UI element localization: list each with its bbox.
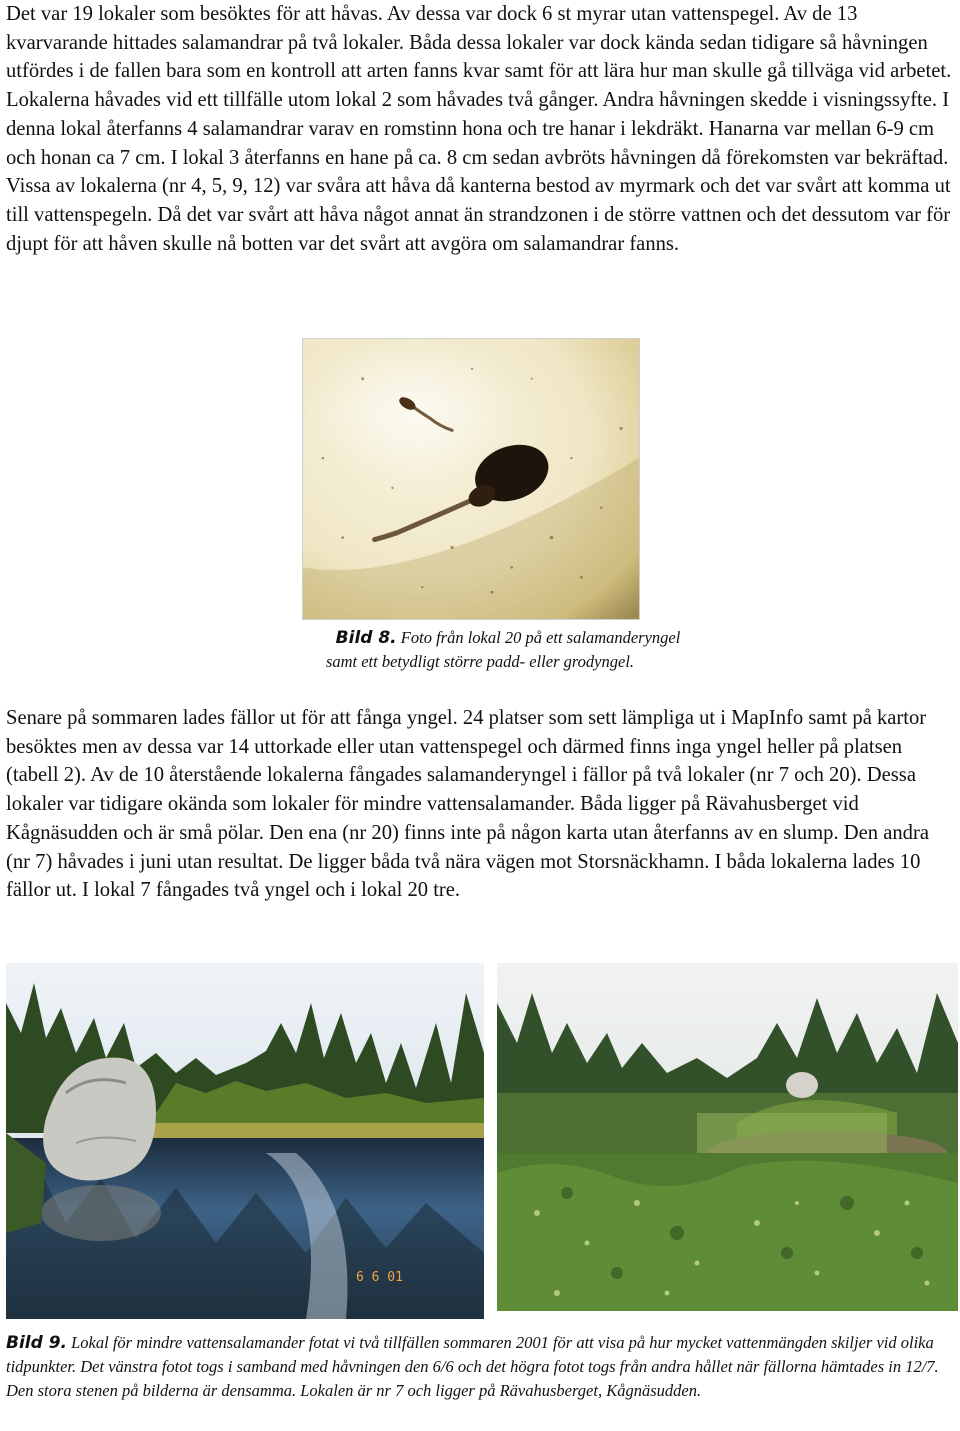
figure-9-text: Lokal för mindre vattensalamander fotat vi två tillfällen sommaren 2001 för att visa på hur mycket vattenmängden skiljer vid olika tidpunkter. Det vänstra fotot togs i samband med håvningen den 6/6 och det högra fotot togs från andra hållet när fällorna hämtades in 12/7. Den stora stenen på bilderna är densamma. Lokalen är nr 7 och ligger på Rävahusberget, Kågnäsudden. bbox=[6, 1333, 939, 1401]
figure-8-caption bbox=[0, 626, 960, 674]
pond-photo-june bbox=[6, 963, 484, 1319]
figure-8-label: Bild 8. bbox=[335, 628, 397, 648]
body-paragraph-2: Senare på sommaren lades fällor ut för att fånga yngel. 24 platser som sett lämpliga ut i MapInfo samt på kartor besöktes men av dessa var 14 uttorkade eller utan vattenspegel och därmed finns inga yngel heller på platsen (tabell 2). Av de 10 återstående lokalerna fångades salamanderyngel i fällor på två lokaler (nr 7 och 20). Dessa lokaler var tidigare okända som lokaler för mindre vattensalamander. Båda ligger på Rävahusberget vid Kågnäsudden och är små pölar. Den ena (nr 20) finns inte på någon karta utan återfanns av en slump. Den andra (nr 7) håvades i juni utan resultat. De ligger båda två nära vägen mot Storsnäckhamn. I båda lokalerna lades 10 fällor ut. I lokal 7 fångades två yngel och i lokal 20 tre. bbox=[6, 707, 929, 902]
body-paragraph-1: Det var 19 lokaler som besöktes för att håvas. Av dessa var dock 6 st myrar utan vattenspegel. Av de 13 kvarvarande hittades salamandrar på två lokaler. Båda dessa lokaler var dock kända sedan tidigare så håvningen utfördes i de fallen bara som en kontroll att arten fanns kvar samt för att lära hur man skulle gå tillväga vid arbetet. Lokalerna håvades vid ett tillfälle utom lokal 2 som håvades två gånger. Andra håvningen skedde i visningssyfte. I denna lokal återfanns 4 salamandrar varav en romstinn hona och tre hanar i lekdräkt. Hanarna var mellan 6-9 cm och honan ca 7 cm. I lokal 3 återfanns en hane på ca. 8 cm sedan avbröts håvningen då förekomsten var bekräftad. Vissa av lokalerna (nr 4, 5, 9, 12) var svåra att håva då kanterna bestod av myrmark och det var svårt att komma ut till vattenspegeln. Då det var svårt att håva något annat än strandzonen i de större vattnen och det dessutom var för djupt för att håven skulle nå botten var det svårt att avgöra om salamandrar fanns. bbox=[6, 3, 952, 255]
figure-9-caption bbox=[6, 1331, 954, 1404]
figure-9-label: Bild 9. bbox=[6, 1333, 67, 1353]
date-stamp: 6 6 01 bbox=[356, 1270, 403, 1285]
pond-photo-july bbox=[497, 963, 958, 1311]
figure-8-line-1: Foto från lokal 20 på ett salamanderyngel bbox=[400, 628, 681, 647]
larvae-photo bbox=[302, 338, 640, 620]
figure-8-line-2: samt ett betydligt större padd- eller grodyngel. bbox=[325, 652, 635, 671]
